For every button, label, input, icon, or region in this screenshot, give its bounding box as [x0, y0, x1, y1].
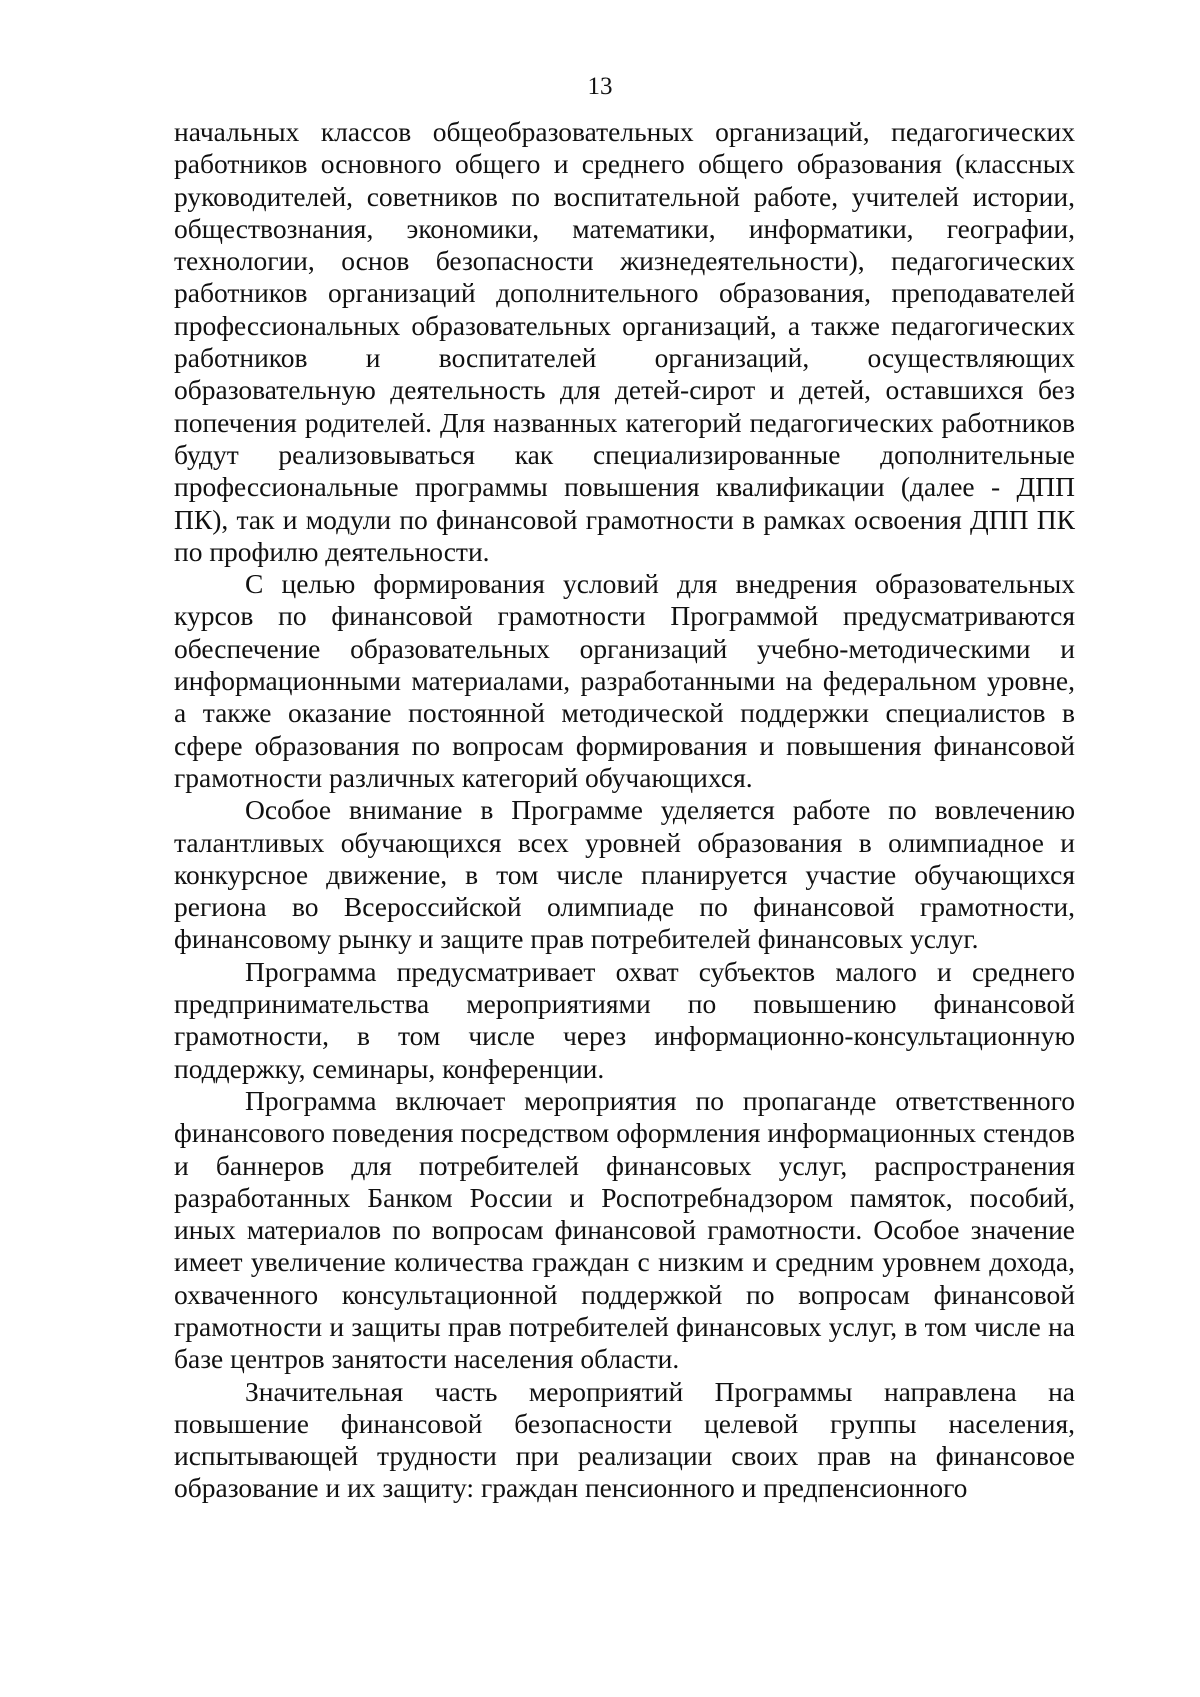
paragraph-financial-security: Значительная часть мероприятий Программы направлена на повышение финансовой безопасности целевой группы населения, испытывающей трудности при реализации своих прав на финансовое образование и их защиту: граждан пенсионного и предпенсионного	[174, 1375, 1075, 1504]
paragraph-propaganda: Программа включает мероприятия по пропаганде ответственного финансового поведения посредством оформления информационных стендов и баннеров для потребителей финансовых услуг, распространения разработанных Банком России и Роспотребнадзором памяток, пособий, иных материалов по вопросам финансовой грамотности. Особое значение имеет увеличение количества граждан с низким и средним уровнем дохода, охваченного консультационной поддержкой по вопросам финансовой грамотности и защиты прав потребителей финансовых услуг, в том числе на базе центров занятости населения области.	[174, 1084, 1075, 1375]
paragraph-methodical-support: С целью формирования условий для внедрения образовательных курсов по финансовой грамотности Программой предусматриваются обеспечение образовательных организаций учебно-методическими и информационными материалами, разработанными на федеральном уровне, а также оказание постоянной методической поддержки специалистов в сфере образования по вопросам формирования и повышения финансовой грамотности различных категорий обучающихся.	[174, 568, 1075, 793]
paragraph-small-business: Программа предусматривает охват субъектов малого и среднего предпринимательства мероприятиями по повышению финансовой грамотности, в том числе через информационно-консультационную поддержку, семинары, конференции.	[174, 955, 1075, 1084]
paragraph-olympiad: Особое внимание в Программе уделяется работе по вовлечению талантливых обучающихся всех уровней образования в олимпиадное и конкурсное движение, в том числе планируется участие обучающихся региона во Всероссийской олимпиаде по финансовой грамотности, финансовому рынку и защите прав потребителей финансовых услуг.	[174, 794, 1075, 955]
page-number: 13	[587, 73, 613, 100]
document-body	[174, 116, 1075, 1505]
paragraph-continuation: начальных классов общеобразовательных организаций, педагогических работников основного общего и среднего общего образования (классных руководителей, советников по воспитательной работе, учителей истории, обществознания, экономики, математики, информатики, географии, технологии, основ безопасности жизнедеятельности), педагогических работников организаций дополнительного образования, преподавателей профессиональных образовательных организаций, а также педагогических работников и воспитателей организаций, осуществляющих образовательную деятельность для детей-сирот и детей, оставшихся без попечения родителей. Для названных категорий педагогических работников будут реализовываться как специализированные дополнительные профессиональные программы повышения квалификации (далее - ДПП ПК), так и модули по финансовой грамотности в рамках освоения ДПП ПК по профилю деятельности.	[174, 116, 1075, 567]
